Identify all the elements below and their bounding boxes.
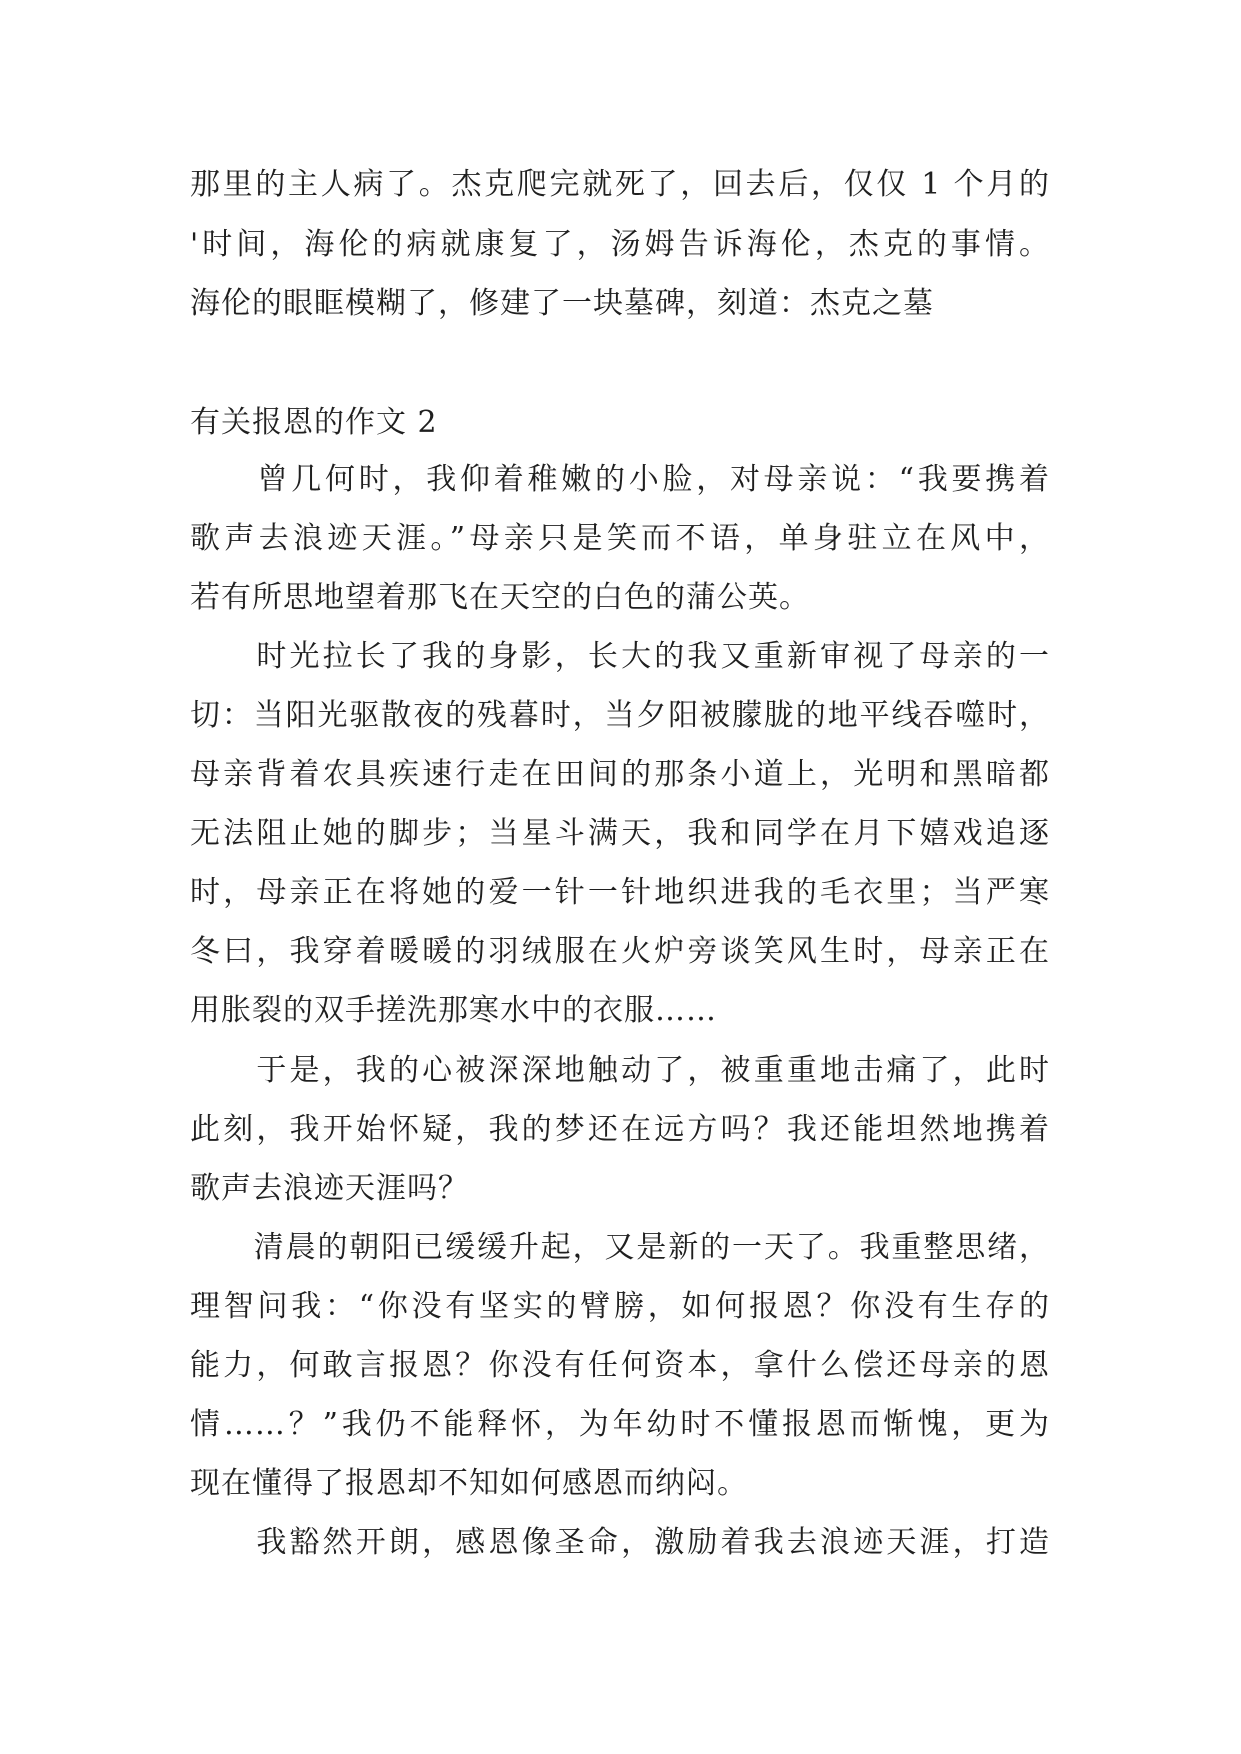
text-line: 情……？”我仍不能释怀，为年幼时不懂报恩而惭愧，更为	[190, 1407, 1050, 1442]
text-line: 切：当阳光驱散夜的残暮时，当夕阳被朦胧的地平线吞噬时，	[190, 698, 1050, 733]
text-line: 那里的主人病了。杰克爬完就死了，回去后，仅仅 1 个月的	[190, 167, 1050, 202]
text-line: 海伦的眼眶模糊了，修建了一块墓碑，刻道：杰克之墓	[190, 286, 934, 321]
text-line: 曾几何时，我仰着稚嫩的小脸，对母亲说：“我要携着	[190, 462, 1050, 497]
text-line: 时，母亲正在将她的爱一针一针地织进我的毛衣里；当严寒	[190, 875, 1050, 910]
section-heading: 有关报恩的作文 2	[190, 405, 438, 440]
text-line: 于是，我的心被深深地触动了，被重重地击痛了，此时	[190, 1053, 1050, 1088]
text-line: 无法阻止她的脚步；当星斗满天，我和同学在月下嬉戏追逐	[190, 816, 1050, 851]
text-line: 若有所思地望着那飞在天空的白色的蒲公英。	[190, 580, 810, 615]
text-line: 用胀裂的双手搓洗那寒水中的衣服……	[190, 993, 717, 1028]
text-line: 此刻，我开始怀疑，我的梦还在远方吗？我还能坦然地携着	[190, 1112, 1050, 1147]
text-line: '时间，海伦的病就康复了，汤姆告诉海伦，杰克的事情。	[190, 227, 1050, 262]
text-line: 歌声去浪迹天涯吗？	[190, 1171, 469, 1206]
text-line: 时光拉长了我的身影，长大的我又重新审视了母亲的一	[190, 639, 1050, 674]
text-line: 我豁然开朗，感恩像圣命，激励着我去浪迹天涯，打造	[190, 1525, 1050, 1560]
text-line: 冬曰，我穿着暖暖的羽绒服在火炉旁谈笑风生时，母亲正在	[190, 934, 1050, 969]
text-line: 能力，何敢言报恩？你没有任何资本，拿什么偿还母亲的恩	[190, 1348, 1050, 1383]
text-line: 清晨的朝阳已缓缓升起，又是新的一天了。我重整思绪，	[190, 1230, 1050, 1265]
text-line: 歌声去浪迹天涯。”母亲只是笑而不语，单身驻立在风中，	[190, 521, 1050, 556]
text-line: 现在懂得了报恩却不知如何感恩而纳闷。	[190, 1466, 748, 1501]
text-line: 理智问我：“你没有坚实的臂膀，如何报恩？你没有生存的	[190, 1289, 1050, 1324]
text-line: 母亲背着农具疾速行走在田间的那条小道上，光明和黑暗都	[190, 757, 1050, 792]
